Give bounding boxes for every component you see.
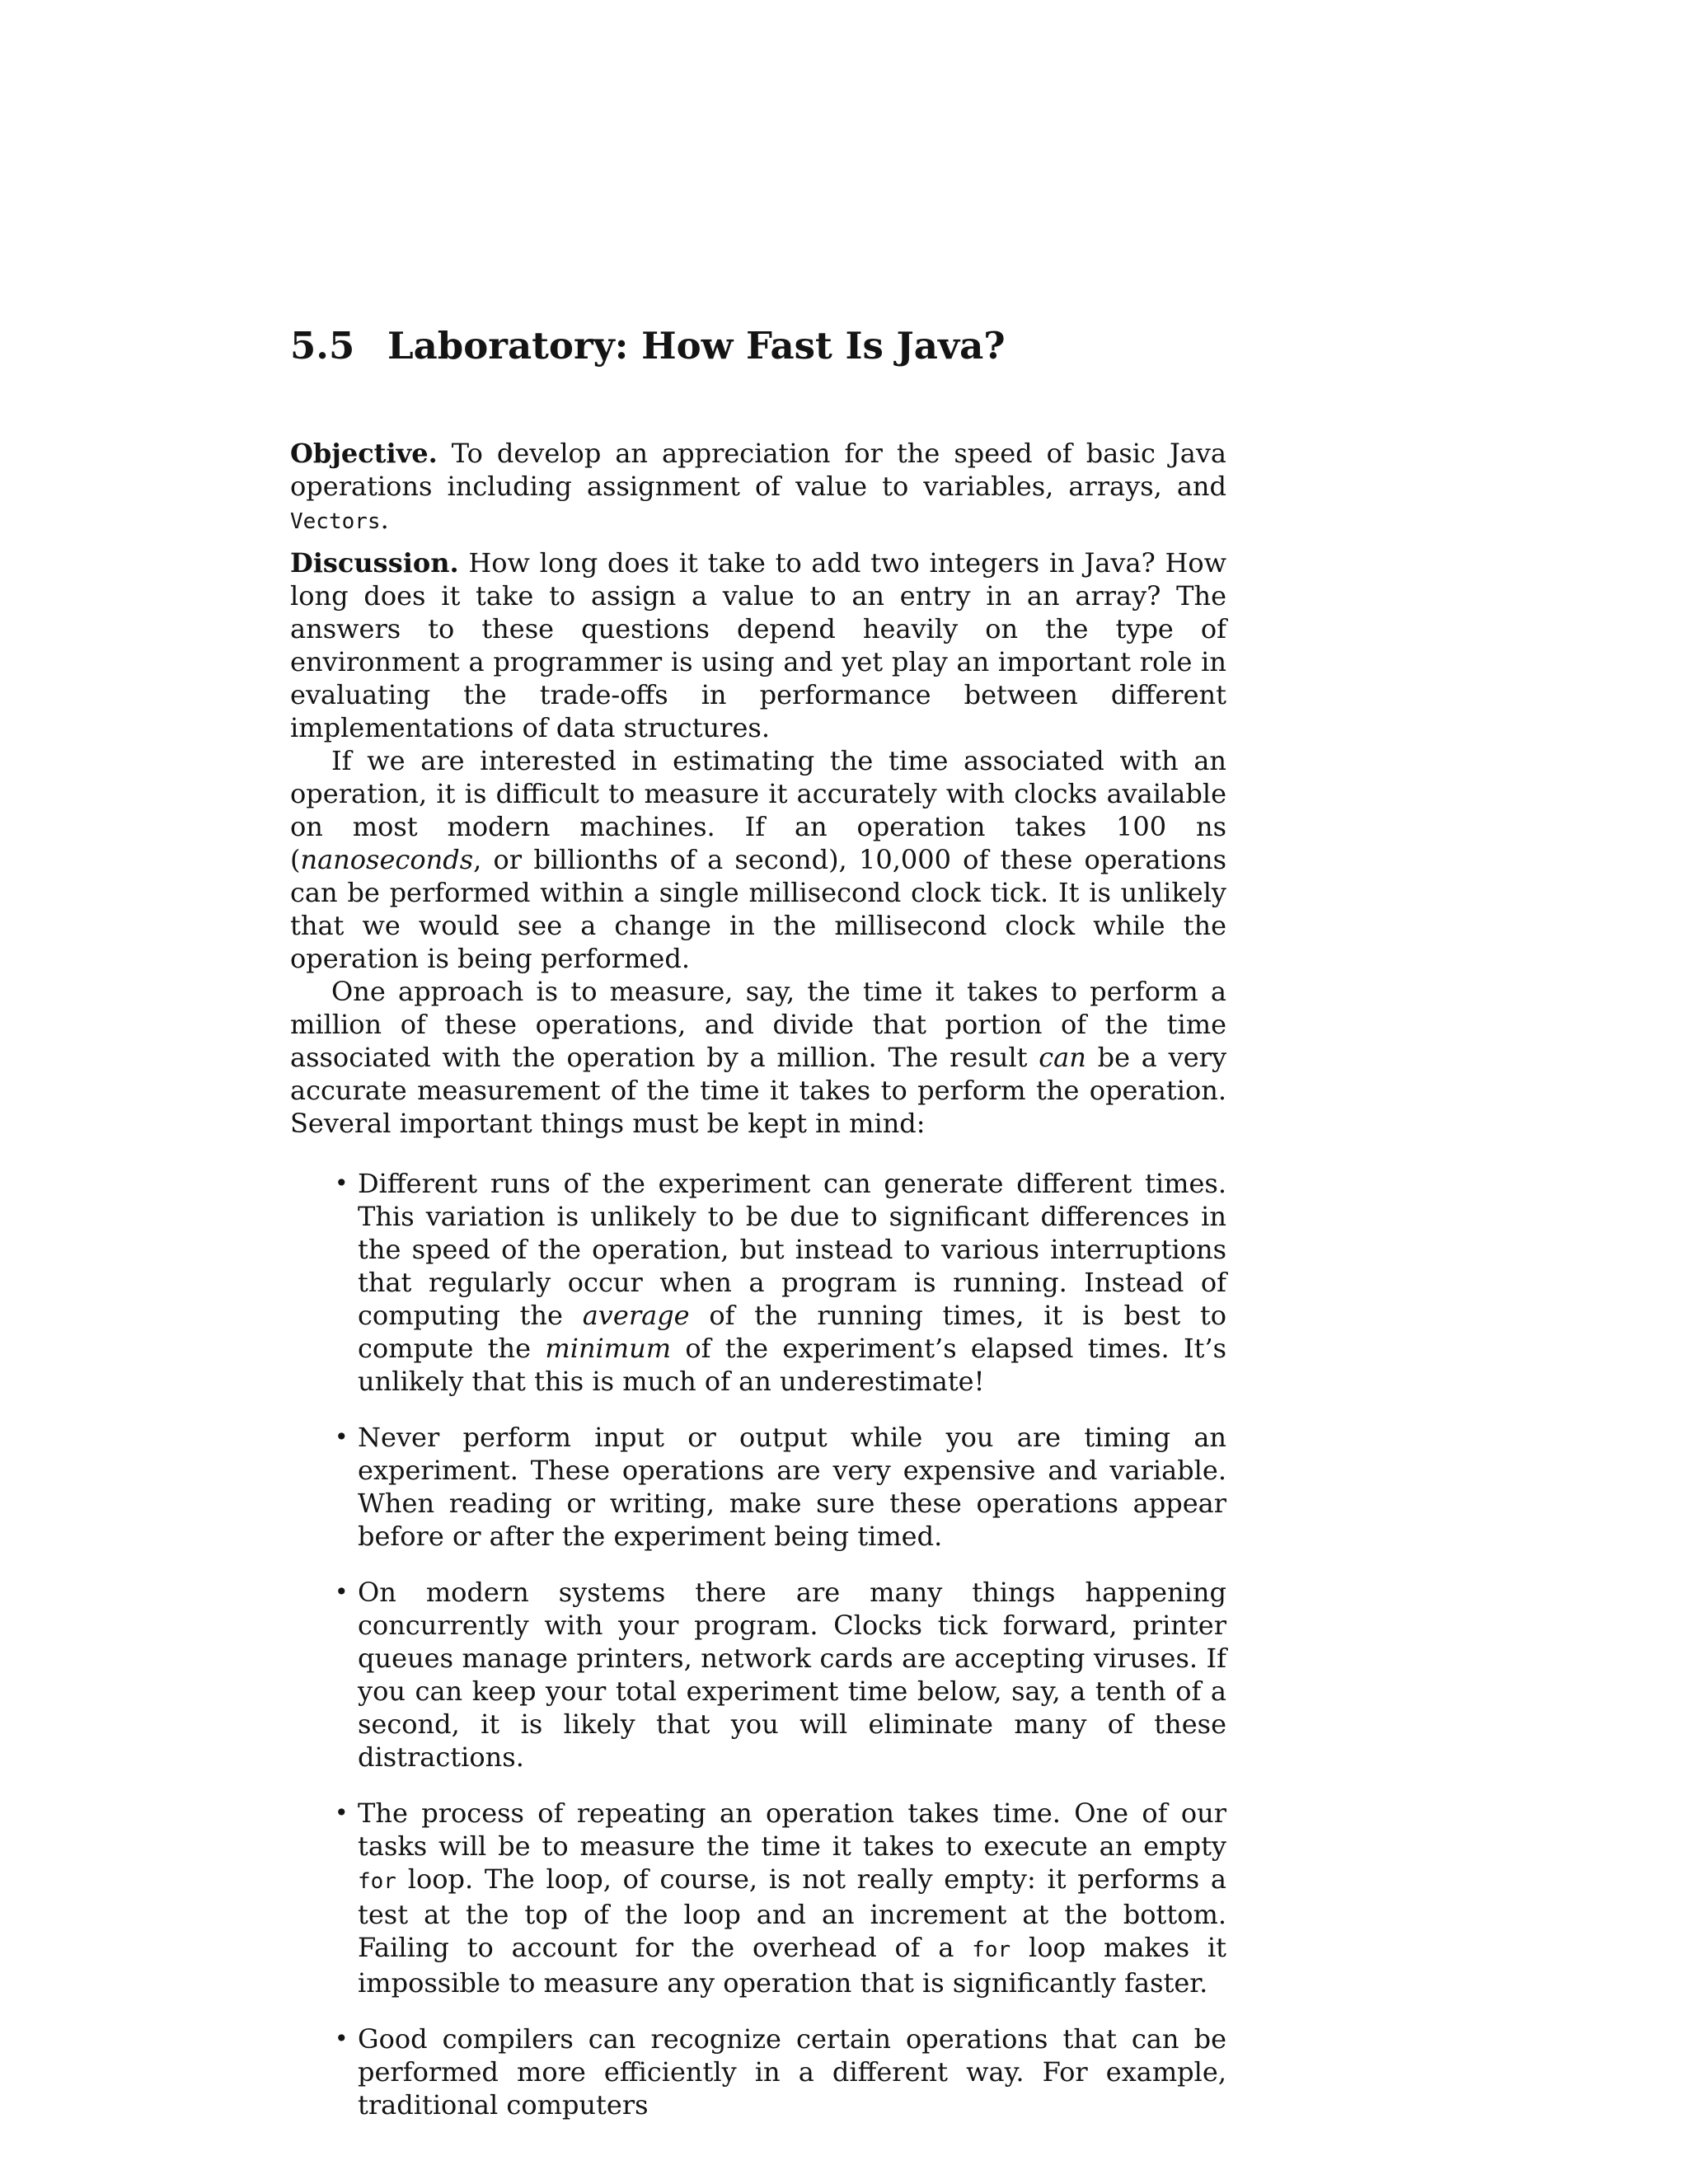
list-item (290, 2022, 1226, 2121)
objective-text: To develop an appreciation for the speed of basic Java operations including assignment of value to variables, arrays, and (290, 437, 1227, 502)
interest-text-2: , or billionths of a second), 10,000 of these operations can be performed within a single millisecond clock tick. It is unlikely that we would see a change in the millisecond clock while the operation is being performed. (290, 843, 1226, 974)
page-content (290, 326, 1226, 2144)
objective-code-vectors: Vectors (290, 509, 381, 534)
list-item-text: Good compilers can recognize certain operations that can be performed more efficiently in a different way. For example, traditional computers (358, 2022, 1226, 2121)
list-item (290, 1576, 1226, 1774)
approach-paragraph (290, 975, 1226, 1140)
emphasis-minimum: minimum (545, 1332, 672, 1364)
list-item-text: The process of repeating an operation takes time. One of our tasks will be to measure the time it takes to execute an empty (358, 1797, 1226, 1862)
discussion-text: How long does it take to add two integers in Java? How long does it take to assign a value to an entry in an array? The answers to these questions depend heavily on the type of environment a programmer is using and yet play an important role in evaluating the trade-offs in performance between different implementations of data structures. (290, 546, 1227, 743)
list-item (290, 1421, 1226, 1553)
discussion-paragraph (290, 546, 1226, 744)
list-item (290, 1167, 1226, 1398)
approach-text-2: be a very accurate measurement of the time it takes to perform the operation. Several important things must be kept in mind: (290, 1041, 1227, 1139)
bullet-icon: • (335, 1422, 349, 1451)
list-item-text: of the experiment’s elapsed times. It’s unlikely that this is much of an underestimate! (358, 1332, 1227, 1397)
section-heading (290, 326, 1226, 367)
list-item (290, 1797, 1226, 1999)
list-item-text: loop. The loop, of course, is not really empty: it performs a test at the top of the loop and an increment at the bottom. Failing to account for the overhead of a (358, 1863, 1227, 1963)
objective-label: Objective. (290, 437, 438, 469)
bullet-icon: • (335, 2024, 349, 2052)
considerations-list (290, 1167, 1226, 2121)
bullet-icon: • (335, 1169, 349, 1197)
code-for: for (972, 1937, 1011, 1962)
list-item-text: Different runs of the experiment can generate different times. This variation is unlikely to be due to significant differences in the speed of the operation, but instead to various interruptions that regularly occur when a program is running. Instead of computing the (358, 1167, 1226, 1331)
bullet-icon: • (335, 1798, 349, 1826)
approach-text-1: One approach is to measure, say, the time it takes to perform a million of these operations, and divide that portion of the time associated with the operation by a million. The result (290, 975, 1226, 1073)
list-item-text: Never perform input or output while you are timing an experiment. These operations are very expensive and variable. When reading or writing, make sure these operations appear before or after the experiment being timed. (358, 1421, 1226, 1552)
section-number: 5.5 (290, 324, 355, 368)
interest-paragraph (290, 744, 1226, 975)
objective-text-end: . (380, 503, 389, 535)
discussion-label: Discussion. (290, 546, 459, 579)
list-item-text: On modern systems there are many things happening concurrently with your program. Clocks tick forward, printer queues manage printers, network cards are accepting viruses. If you can keep your total experiment time below, say, a tenth of a second, it is likely that you will eliminate many of these distractions. (358, 1576, 1226, 1773)
code-for: for (358, 1868, 396, 1894)
list-item-text: of the running times, it is best to compute the (358, 1299, 1227, 1364)
list-item-text: loop makes it impossible to measure any operation that is significantly faster. (358, 1931, 1227, 1999)
approach-emphasis: can (1039, 1041, 1086, 1073)
interest-text-1: If we are interested in estimating the time associated with an operation, it is difficult to measure it accurately with clocks available on most modern machines. If an operation takes 100 ns ( (290, 744, 1226, 875)
emphasis-average: average (582, 1299, 690, 1331)
bullet-icon: • (335, 1577, 349, 1605)
objective-paragraph (290, 437, 1226, 538)
interest-emphasis: nanoseconds (300, 843, 474, 875)
section-title: Laboratory: How Fast Is Java? (387, 324, 1006, 368)
